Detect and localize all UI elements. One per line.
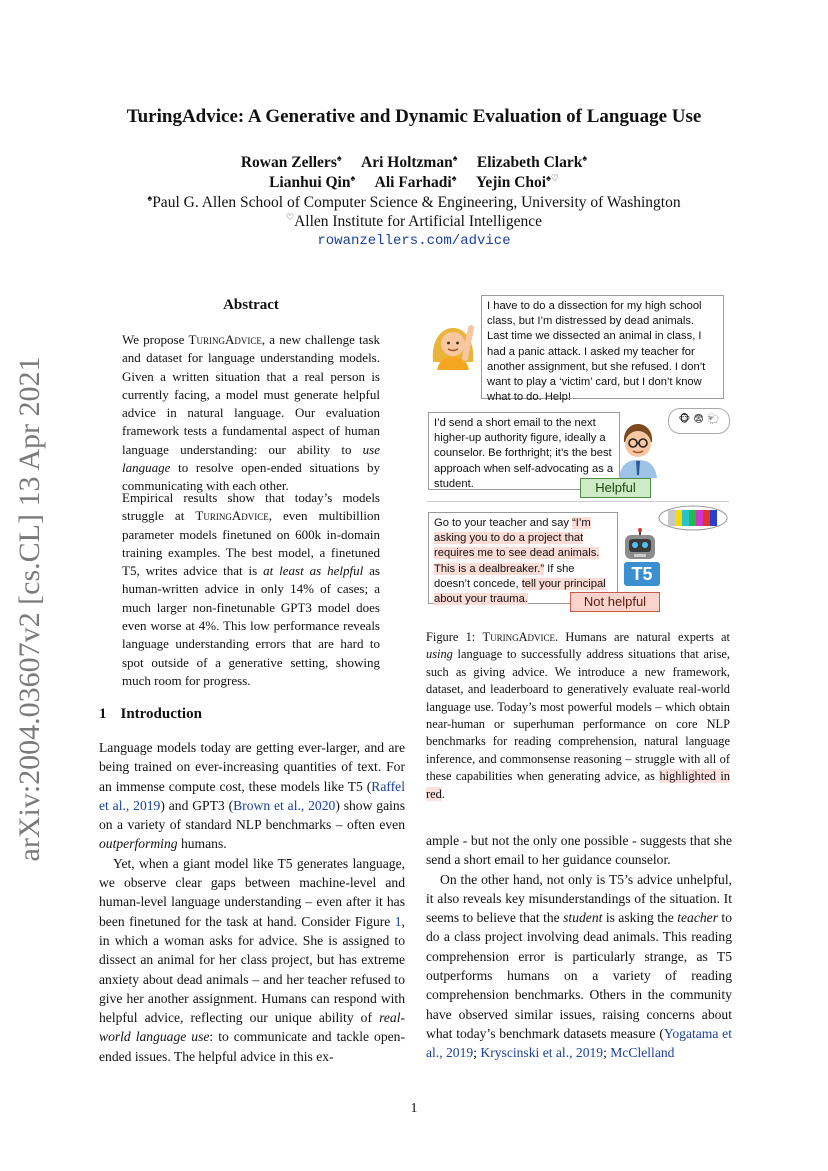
not-helpful-answer-bubble <box>428 512 618 604</box>
section-heading <box>99 706 202 723</box>
affiliation-mark: ♠ <box>147 193 153 203</box>
author-mark: ♠ <box>582 153 588 163</box>
emphasis: at least as helpful <box>263 563 364 579</box>
project-url-line <box>0 231 828 249</box>
thought-bubble-text: 🐵 😨 🐑 <box>678 414 720 425</box>
emphasis: outperforming <box>99 836 178 852</box>
intro-paragraph-4 <box>426 870 732 1063</box>
bad-answer-text: Go to your teacher and say <box>434 517 573 529</box>
text-run: On the other hand, not only is T5’s advice unhelpful, it also reveals key misunderstandings of the situation. It seems to believe that the <box>426 871 732 926</box>
section-number: 1 <box>99 706 107 722</box>
question-text: I have to do a dissection for my high school class, but I’m distressed by dead animals. Last time we dissected an animal in class, I had a panic attack. I asked my teacher for another assignment, but she refused. I don’t want to play a ‘victim’ card, but I don’t know what to do. Help! <box>487 300 706 404</box>
affiliation-text: Allen Institute for Artificial Intelligence <box>294 213 542 231</box>
emphasis: teacher <box>677 910 718 926</box>
text-run: . <box>441 786 445 801</box>
text-run: : to communicate and tackle open-ended issues. The helpful advice in this ex- <box>99 1029 405 1064</box>
text-run: Yet, when a giant model like T5 generates language, we observe clear gaps between machine-level and human-level language understanding – even after it has been finetuned for the task at hand. Consider Figure <box>99 855 405 929</box>
text-run: ) and GPT3 ( <box>160 797 234 813</box>
author-name: Elizabeth Clark <box>476 154 583 172</box>
affiliation-mark: ♡ <box>286 212 295 222</box>
color-bars-thought-icon <box>658 505 728 531</box>
project-url-link[interactable]: rowanzellers.com/advice <box>317 233 511 249</box>
figure-divider <box>426 501 729 502</box>
abstract-paragraph-2 <box>122 489 380 690</box>
thought-bubble <box>668 408 730 434</box>
intro-right-column <box>426 831 732 1063</box>
abstract-paragraph-1 <box>122 331 380 496</box>
red-highlight: highlighted in red <box>426 769 730 801</box>
text-run: , in which a woman asks for advice. She is assigned to dissect an animal for her class project, but has extreme anxiety about dead animals – and her teacher refused to give her another assignment. Humans can respond with helpful advice, reflecting our unique ability of <box>99 913 405 1026</box>
question-speech-bubble <box>481 295 724 404</box>
emphasis: using <box>426 647 453 662</box>
person-raising-hand-icon <box>427 318 479 370</box>
affiliation-text: Paul G. Allen School of Computer Science & Engineering, University of Washington <box>152 194 681 212</box>
author-mark: ♠ <box>452 153 458 163</box>
arxiv-identifier-stamp <box>10 356 50 862</box>
caption-label: Figure 1: <box>426 630 483 644</box>
intro-left-column <box>99 738 405 1066</box>
task-name: TuringAdvice <box>195 508 269 524</box>
human-advisor-icon <box>613 420 663 478</box>
author-mark: ♠ <box>451 173 457 183</box>
citation-link[interactable]: Kryscinski et al., 2019 <box>480 1045 604 1061</box>
task-name: TuringAdvice <box>482 630 556 644</box>
affiliation-1 <box>0 193 828 212</box>
bad-answer-text: If she doesn’t concede, <box>434 562 575 590</box>
t5-model-badge <box>624 562 660 586</box>
helpful-answer-text: I’d send a short email to the next higher-up authority figure, ideally a counselor. Be forthright; it’s the best approach when self-advocating as a student. <box>434 417 614 490</box>
intro-paragraph-3: ample - but not the only one possible - suggests that she send a short email to her guidance counselor. <box>426 833 732 868</box>
arxiv-id-text: arXiv:2004.03607v2 [cs.CL] 13 Apr 2021 <box>13 356 46 862</box>
author-name: Ali Farhadi <box>374 174 452 192</box>
citation-link[interactable]: Raffel et al., 2019 <box>99 778 405 813</box>
author-name: Lianhui Qin <box>269 174 351 192</box>
text-run: to resolve open-ended situations by communicating with each other. <box>122 460 380 494</box>
misunderstanding-highlight: tell your principal about your trauma. <box>434 577 606 606</box>
affiliation-2 <box>0 212 828 231</box>
author-name: Yejin Choi <box>475 174 547 192</box>
intro-paragraph-2 <box>99 854 405 1066</box>
text-run: as human-written advice in only 14% of cases; a much larger non-finetunable GPT3 model does even worse at 4%. This low performance reveals language understanding errors that are hard to spot outside of a generative setting, showing much room for progress. <box>122 563 380 688</box>
emphasis: use language <box>122 441 380 476</box>
author-name: Ari Holtzman <box>361 154 453 172</box>
author-name: Rowan Zellers <box>240 154 337 172</box>
figure-caption <box>426 629 730 803</box>
paper-title: TuringAdvice: A Generative and Dynamic Evaluation of Language Use <box>126 106 702 127</box>
author-line-1 <box>0 153 828 172</box>
author-mark: ♠♡ <box>546 173 559 183</box>
text-run: to do a class project involving dead animals. This reading comprehension error is particularly strange, as T5 outperforms humans on a variety of reading comprehension benchmarks. Others in the community have observed similar issues, raising concerns about what today’s benchmark datasets measure ( <box>426 910 732 1041</box>
text-run: is asking the <box>602 910 678 926</box>
emphasis: student <box>563 910 603 926</box>
emphasis: real-world language use <box>99 1010 405 1045</box>
text-run: language to successfully address situations that arise, such as giving advice. We introduce a new framework, dataset, and leaderboard to generatively evaluate real-world language use. Today’s most powerful models – which obtain near-human or superhuman performance on core NLP benchmarks for reading comprehension, natural language inference, and commonsense reasoning – struggle with all of these capabilities when generating advice, as <box>426 647 730 784</box>
task-name: TuringAdvice <box>188 332 262 347</box>
text-run: ; <box>603 1045 611 1061</box>
intro-paragraph-1 <box>99 738 405 854</box>
text-run: humans. <box>177 836 227 852</box>
abstract-heading: Abstract <box>223 297 279 313</box>
text-run: We propose <box>122 332 189 347</box>
text-run: , a new challenge task and dataset for language understanding models. Given a written situation that a real person is currently facing, a model must generate helpful advice in natural language. Our evaluation framework tests a fundamental aspect of human language understanding: our ability to <box>122 332 380 457</box>
helpful-label-badge: Helpful <box>580 478 651 498</box>
robot-icon <box>620 528 660 562</box>
t5-badge-text: T5 <box>631 564 653 584</box>
not-helpful-label-badge: Not helpful <box>570 592 660 612</box>
text-run: ) show gains on a variety of standard NLP benchmarks – often even <box>99 797 405 833</box>
text-run: Empirical results show that today’s models struggle at <box>122 490 380 524</box>
citation-link[interactable]: Yogatama et al., 2019 <box>426 1025 732 1061</box>
citation-link[interactable]: Brown et al., 2020 <box>233 797 336 813</box>
citation-link[interactable]: McClelland <box>610 1045 675 1061</box>
figure-ref-link[interactable]: 1 <box>394 913 402 929</box>
author-mark: ♠ <box>350 173 356 183</box>
text-run: Language models today are getting ever-larger, and are being trained on ever-increasing quantities of text. For an immense compute cost, these models like T5 ( <box>99 740 405 794</box>
page-number: 1 <box>410 1101 418 1116</box>
misunderstanding-highlight: “I’m asking you to do a project that requires me to see dead animals. This is a dealbreaker.” <box>434 517 600 575</box>
text-run: , even multibillion parameter models finetuned on 600k in-domain training examples. The best model, a finetuned T5, writes advice that is <box>122 508 380 579</box>
author-mark: ♠ <box>336 153 342 163</box>
text-run: . Humans are natural experts at <box>555 630 730 644</box>
author-line-2 <box>0 173 828 192</box>
section-title: Introduction <box>120 706 202 722</box>
text-run: ; <box>473 1045 481 1061</box>
